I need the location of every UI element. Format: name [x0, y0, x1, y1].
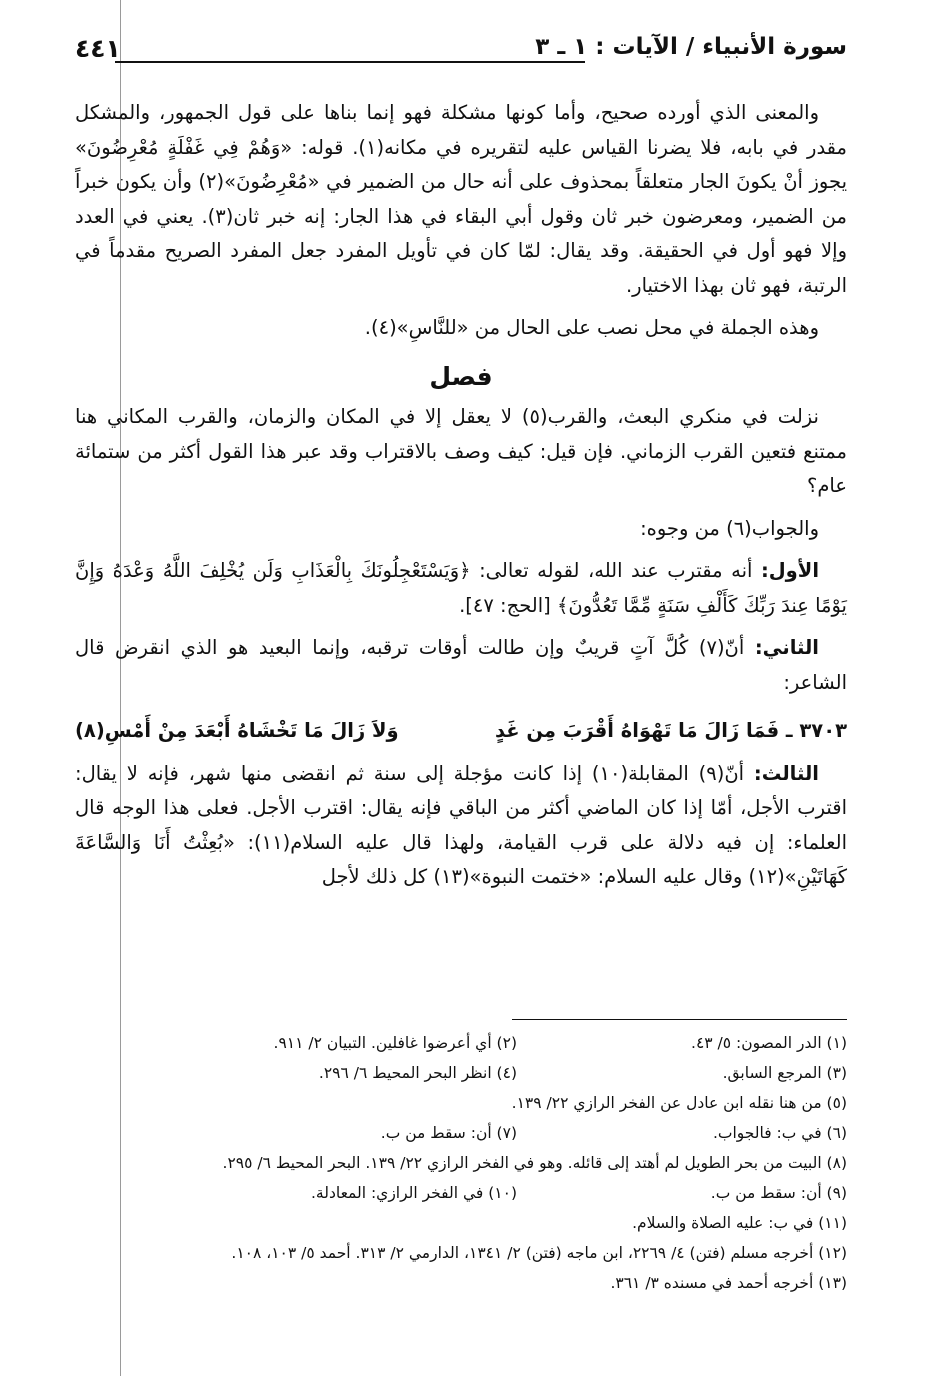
verse-second-hemistich: وَلاَ زَالَ مَا تَخْشَاهُ أَبْعَدَ مِنْ أَمْسِ(٨) — [75, 719, 399, 742]
point-label: الثاني: — [754, 636, 819, 659]
paragraph: وهذه الجملة في محل نصب على الحال من «للنَّاسِ»(٤). — [364, 316, 819, 339]
page-number: ٤٤١ — [75, 34, 121, 63]
footnote: (١٠) في الفخر الرازي: المعادلة. — [310, 1184, 517, 1202]
footnote-row — [75, 1028, 847, 1058]
third-point — [75, 757, 847, 895]
second-point — [75, 631, 847, 700]
first-point — [75, 554, 847, 623]
footnote: (٢) أي أعرضوا غافلين. التبيان ٢/ ٩١١. — [273, 1034, 517, 1052]
footnote-row — [75, 1178, 847, 1208]
footnote: (٩) أن: سقط من ب. — [710, 1184, 847, 1202]
sura-title: سورة الأنبياء / الآيات : ١ ـ ٣ — [535, 34, 847, 60]
footnote-row — [75, 1058, 847, 1088]
poetry-verse — [75, 714, 847, 749]
footnotes — [75, 1028, 847, 1298]
point-label: الأول: — [760, 559, 820, 582]
footnote: (١١) في ب: عليه الصلاة والسلام. — [632, 1214, 847, 1232]
footnote-separator — [512, 1019, 847, 1020]
point-text: أنّ(٩) المقابلة(١٠) إذا كانت مؤجلة إلى سنة ثم انقضى منها شهر، فإنه لا يقال: اقترب الأجل، أمّا إذا كان الماضي أكثر من الباقي فإنه يقال: اقترب الأجل. فعلى هذا الوجه قال العلماء: إن فيه دلالة على قرب القيامة، ولهذا قال عليه السلام(١١): «بُعِثْتُ أَنَا وَالسَّاعَةَ كَهَاتَيْنِ»(١٢) وقال عليه السلام: «ختمت النبوة»(١٣) كل ذلك لأجل — [75, 761, 848, 888]
verse-first-hemistich: ٣٧٠٣ ـ فَمَا زَالَ مَا تَهْوَاهُ أَقْرَبَ مِن غَدٍ — [495, 719, 847, 742]
section-heading: فصل — [429, 361, 493, 391]
footnote: (١٢) أخرجه مسلم (فتن) ٤/ ٢٢٦٩، ابن ماجه (فتن) ٢/ ١٣٤١، الدارمي ٢/ ٣١٣. أحمد ٥/ ١٠٣، ١٠٨. — [231, 1244, 847, 1262]
footnote: (٤) انظر البحر المحيط ٦/ ٢٩٦. — [318, 1064, 517, 1082]
footnote: (٨) البيت من بحر الطويل لم أهتد إلى قائله. وهو في الفخر الرازي ٢٢/ ١٣٩. البحر المحيط ٦/ ٢٩٥. — [222, 1154, 847, 1172]
paragraph: والجواب(٦) من وجوه: — [640, 516, 819, 540]
point-text: أنّ(٧) كُلَّ آتٍ قريبٌ وإن طالت أوقات ترقبه، وإنما البعيد هو الذي انقرض قال الشاعر: — [75, 636, 847, 694]
point-text: أنه مقترب عند الله، لقوله تعالى: ﴿وَيَسْتَعْجِلُونَكَ بِالْعَذَابِ وَلَن يُخْلِفَ اللَّهُ وَعْدَهُ وَإِنَّ يَوْمًا عِندَ رَبِّكَ كَأَلْفِ سَنَةٍ مِّمَّا تَعُدُّونَ﴾ [الحج: ٤٧]. — [75, 559, 847, 617]
main-text — [75, 96, 847, 895]
header-rule — [115, 61, 585, 63]
page-header — [75, 26, 847, 74]
footnote: (٦) في ب: فالجواب. — [712, 1124, 847, 1142]
footnote: (٣) المرجع السابق. — [722, 1064, 847, 1082]
footnote: (١) الدر المصون: ٥/ ٤٣. — [691, 1034, 847, 1052]
footnote: (٧) أن: سقط من ب. — [380, 1124, 517, 1142]
footnote: (٥) من هنا نقله ابن عادل عن الفخر الرازي ٢٢/ ١٣٩. — [511, 1094, 847, 1112]
paragraph: والمعنى الذي أورده صحيح، وأما كونها مشكلة فهو إنما بناها على قول الجمهور، والمشكل مقدر في بابه، فلا يضرنا القياس عليه لتقريره في مكانه(١). قوله: «وَهُمْ فِي غَفْلَةٍ مُعْرِضُونَ» يجوز أنْ يكونَ الجار متعلقاً بمحذوف على أنه حال من الضمير في «مُعْرِضُونَ»(٢) وأن يكون خبراً من الضمير، ومعرضون خبر ثان وقول أبي البقاء في هذا الجار: إنه خبر ثان(٣). يعني في العدد وإلا فهو أول في الحقيقة. وقد يقال: لمّا كان في تأويل المفرد جعل المفرد الصريح مقدماً في الرتبة، فهو ثان بهذا الاختيار. — [75, 101, 847, 297]
paragraph: نزلت في منكري البعث، والقرب(٥) لا يعقل إلا في المكان والزمان، والقرب المكاني هنا ممتنع فتعين القرب الزماني. فإن قيل: كيف وصف بالاقتراب وقد عبر هذا القول أكثر من ستمائة عام؟ — [75, 405, 847, 497]
point-label: الثالث: — [753, 761, 819, 785]
footnote-row — [75, 1118, 847, 1148]
footnote: (١٣) أخرجه أحمد في مسنده ٣/ ٣٦١. — [610, 1274, 847, 1292]
